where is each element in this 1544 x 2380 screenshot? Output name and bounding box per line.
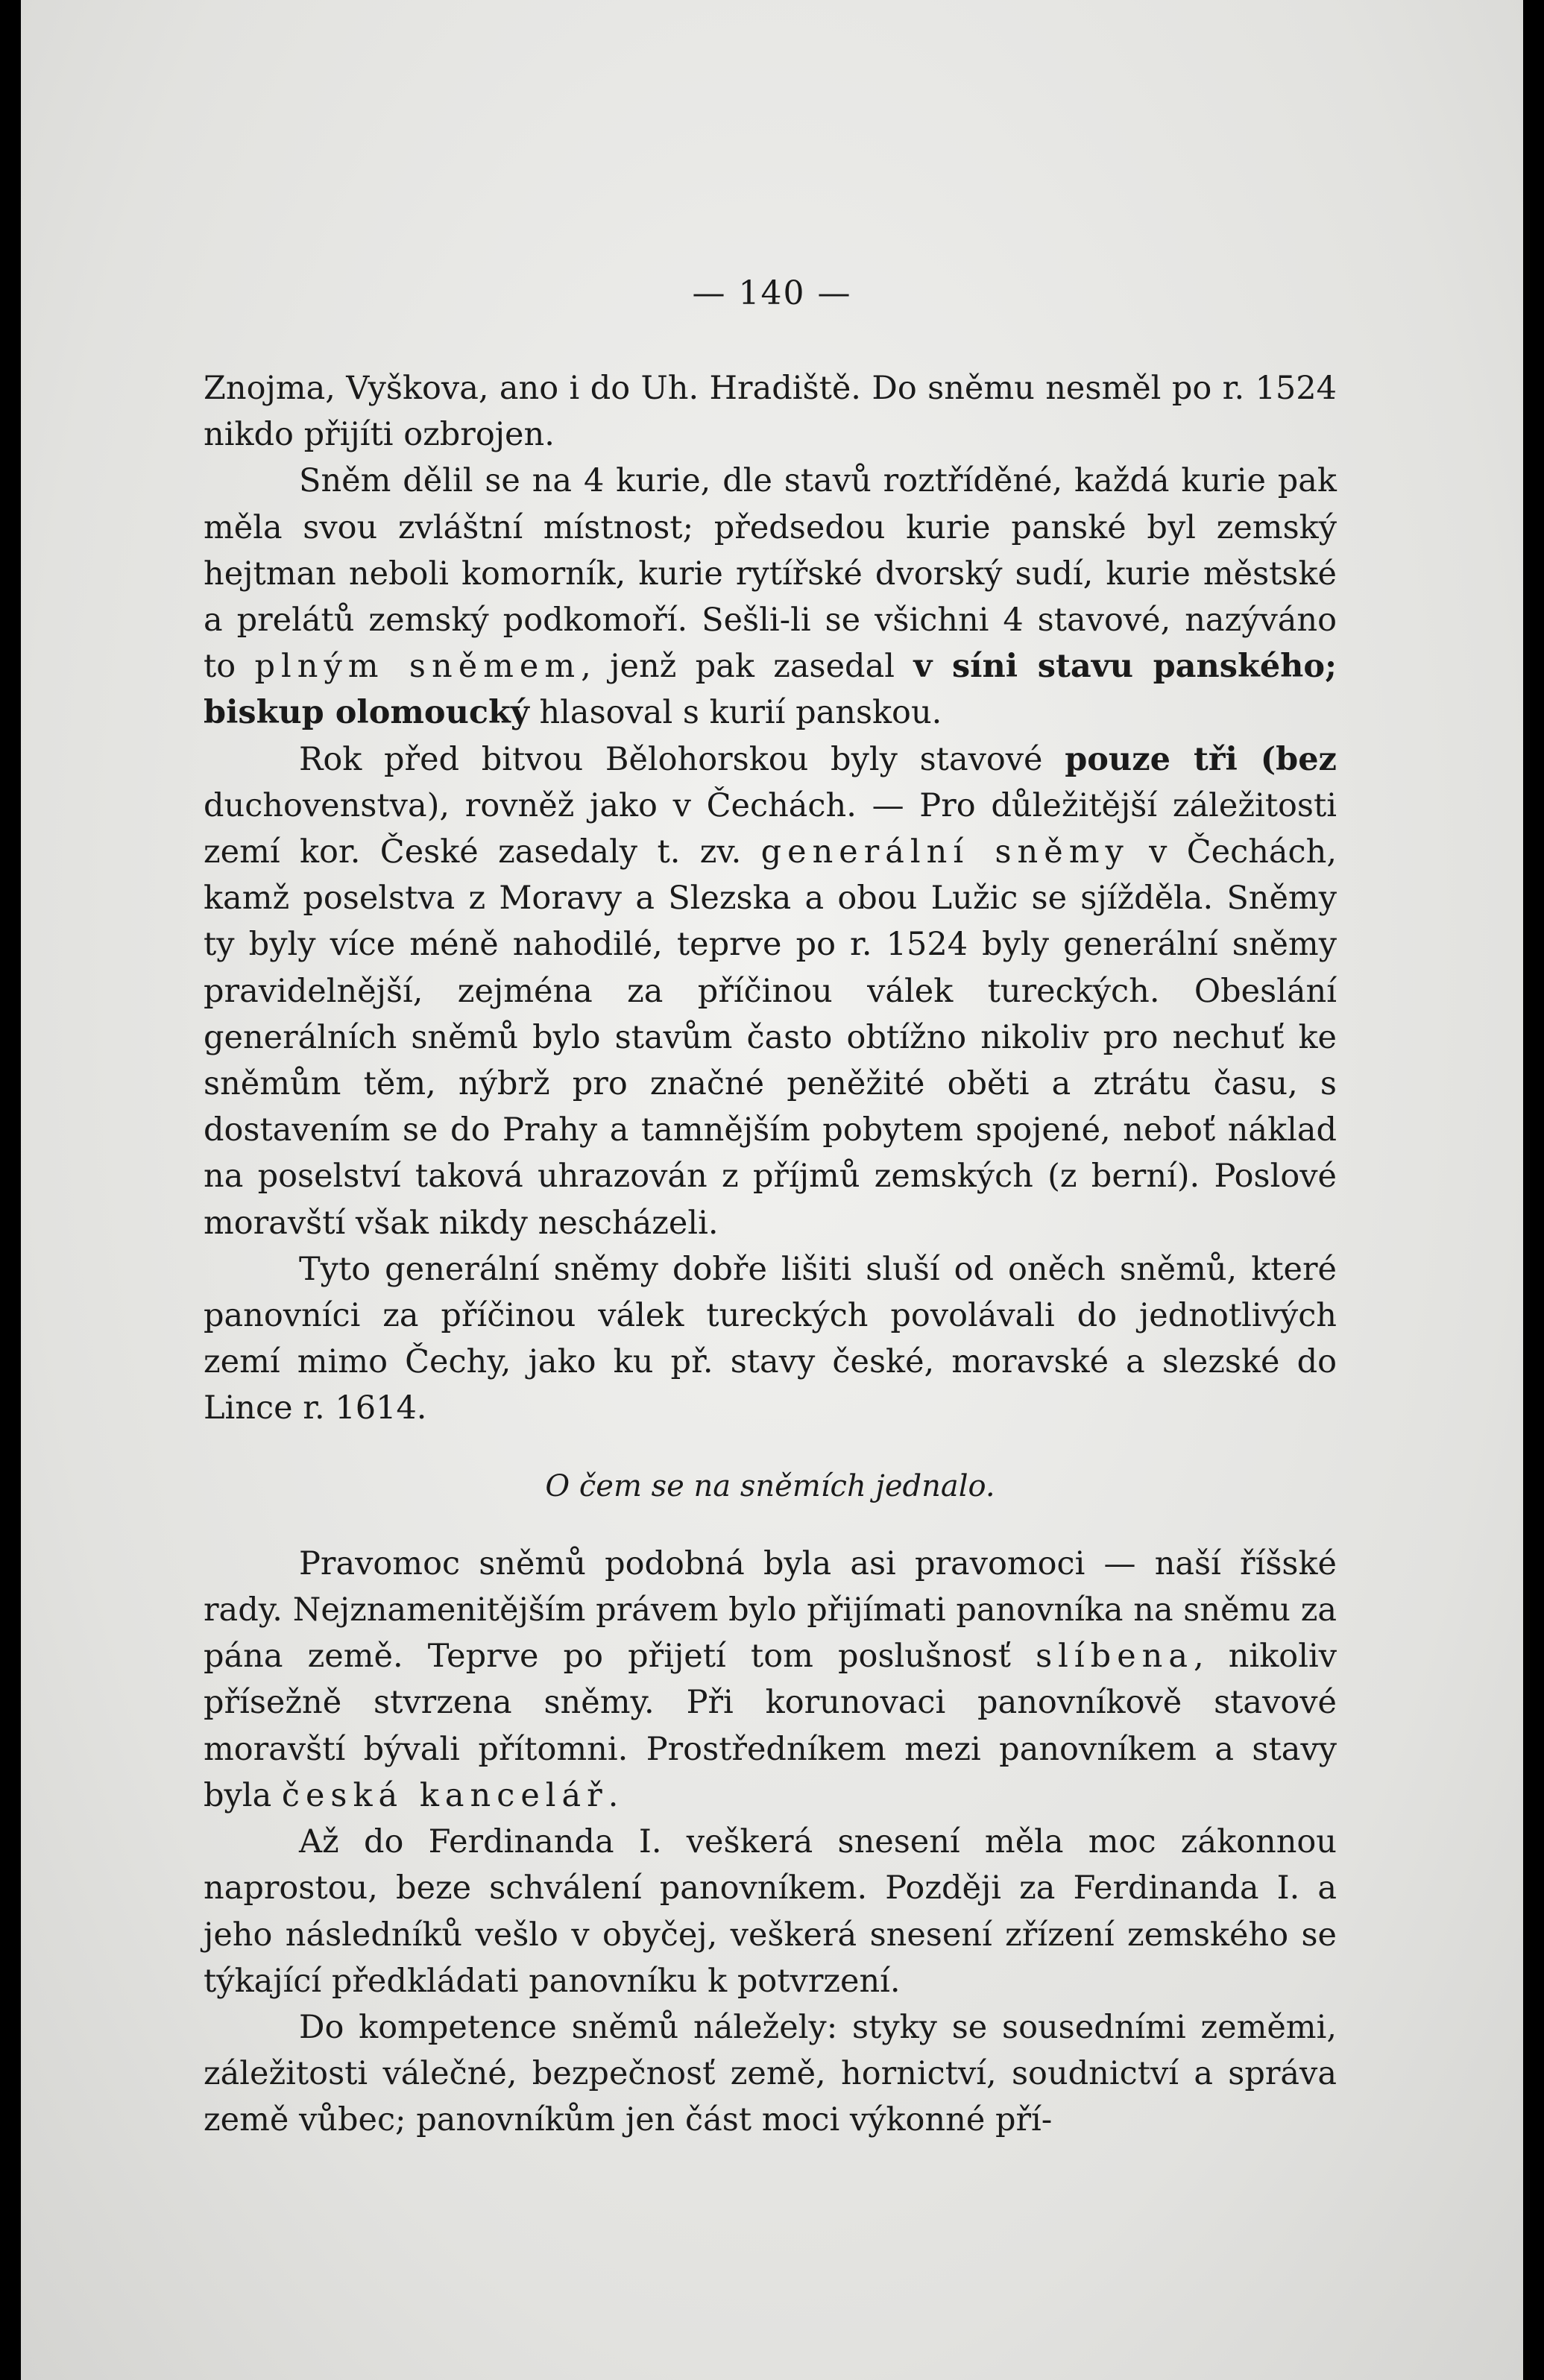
paragraph-6: Až do Ferdinanda I. veškerá snesení měla moc zákonnou naprostou, beze schválení panovníkem. Později za Ferdinanda I. a jeho následníků vešlo v obyčej, veškerá snesení zřízení zemského se týkající předkládati panovníku k potvrzení. — [204, 1823, 1337, 2000]
section-heading: O čem se na sněmích jednalo. — [545, 1468, 995, 1503]
body-text — [204, 365, 1337, 2144]
paragraph-2-spaced: plným sněmem — [254, 648, 582, 686]
paragraph-3-spaced: generální sněmy — [760, 833, 1129, 871]
paragraph-2-text-b: , jenž pak zasedal — [581, 648, 914, 686]
paragraph-7: Do kompetence sněmů náležely: styky se sousedními zeměmi, záležitosti válečné, bezpečnosť země, hornictví, soudnictví a správa země vůbec; panovníkům jen část moci výkonné pří- — [204, 2008, 1337, 2139]
page-number: — 140 — — [692, 274, 852, 312]
paragraph-2 — [204, 458, 1337, 736]
paragraph-2-text-c: hlasoval s kurií panskou. — [529, 694, 942, 732]
paragraph-2-bold: v síni stavu panského; biskup olomoucký — [204, 648, 1337, 732]
paragraph-3-text-c: v Čechách, kamž poselstva z Moravy a Slezska a obou Lužic se sjížděla. Sněmy ty byly více méně nahodilé, teprve po r. 1524 byly generální sněmy pravidelnější, zejména za příčinou válek tureckých. Obeslání generálních sněmů bylo stavům často obtížno nikoliv pro nechuť ke sněmům těm, nýbrž pro značné peněžité oběti a ztrátu času, s dostavením se do Prahy a tamnějším pobytem spojené, neboť náklad na poselství taková uhrazován z příjmů zemských (z berní). Poslové moravští však nikdy nescházeli. — [204, 833, 1337, 1242]
paragraph-5-spaced-2: česká kancelář — [281, 1776, 608, 1814]
paragraph-4: Tyto generální sněmy dobře lišiti sluší od oněch sněmů, které panovníci za příčinou válek tureckých povolávali do jednotlivých zemí mimo Čechy, jako ku př. stavy české, moravské a slezské do Lince r. 1614. — [204, 1250, 1337, 1427]
paragraph-5-text-a: Pravomoc sněmů podobná byla asi pravomoci — naší říšské rady. Nejznamenitějším právem bylo přijímati panovníka na sněmu za pána země. Teprve po přijetí tom poslušnosť — [204, 1544, 1337, 1676]
paragraph-5-text-b: , nikoliv přísežně stvrzena sněmy. Při korunovaci panovníkově stavové moravští bývali přítomni. Prostředníkem mezi panovníkem a stavy byla — [204, 1638, 1337, 1814]
paragraph-5-text-c: . — [608, 1776, 619, 1814]
paragraph-5 — [204, 1541, 1337, 1819]
paragraph-3-text-a: Rok před bitvou Bělohorskou byly stavové — [299, 740, 1065, 778]
paragraph-3-bold: pouze tři (bez — [1065, 740, 1337, 778]
book-page — [21, 0, 1523, 2380]
paragraph-3 — [204, 736, 1337, 1246]
paragraph-2-text-a: Sněm dělil se na 4 kurie, dle stavů roztříděné, každá kurie pak měla svou zvláštní místnost; předsedou kurie panské byl zemský hejtman neboli komorník, kurie rytířské dvorský sudí, kurie městské a prelátů zemský podkomoří. Sešli-li se všichni 4 stavové, nazýváno to — [204, 462, 1337, 686]
paragraph-1: Znojma, Vyškova, ano i do Uh. Hradiště. Do sněmu nesměl po r. 1524 nikdo přijíti ozbrojen. — [204, 370, 1337, 454]
paragraph-3-text-b: duchovenstva), rovněž jako v Čechách. — Pro důležitější záležitosti zemí kor. České zasedaly t. zv. — [204, 786, 1337, 871]
paragraph-5-spaced-1: slíbena — [1036, 1638, 1194, 1676]
